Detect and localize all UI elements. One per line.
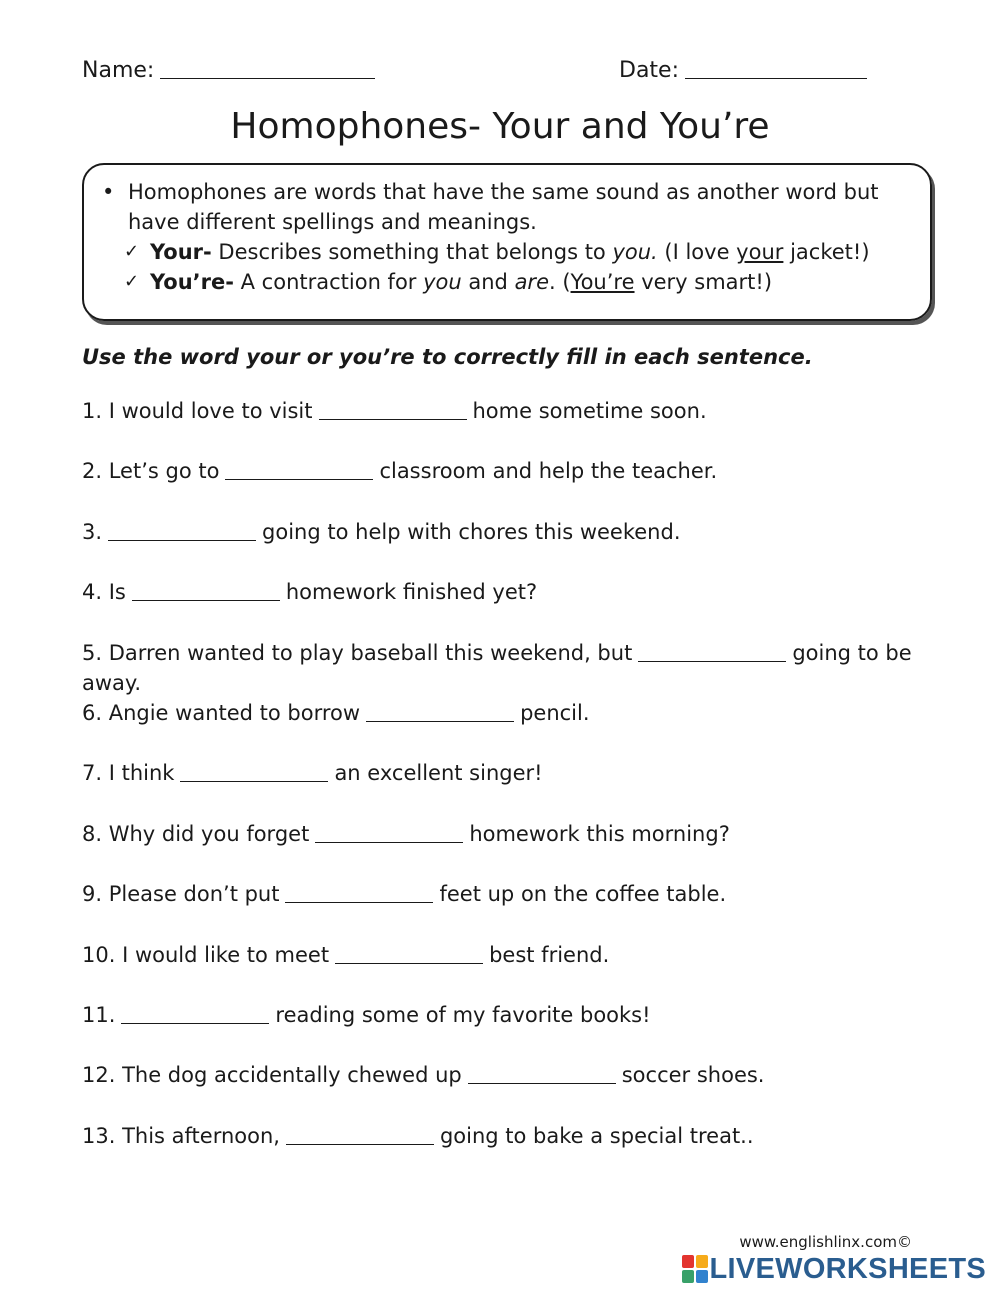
youre-def-you: you: [423, 270, 462, 294]
youre-def-and: and: [461, 270, 515, 294]
question-text-after: homework finished yet?: [285, 580, 538, 605]
name-label: Name:: [82, 58, 155, 83]
question-text-after: pencil.: [520, 701, 590, 725]
question-text-after: soccer shoes.: [621, 1063, 765, 1088]
logo-square-blue: [696, 1270, 708, 1283]
youre-example-open: . (: [549, 270, 571, 294]
question-item: [82, 940, 917, 970]
logo-square-green: [682, 1270, 694, 1283]
question-text-before: 1. I would love to visit: [82, 399, 313, 423]
question-text-after: feet up on the coffee table.: [439, 882, 727, 907]
question-text-before: 11.: [82, 1003, 116, 1027]
liveworksheets-logo-icon: [682, 1255, 708, 1283]
answer-blank[interactable]: [638, 660, 786, 662]
question-item: [82, 456, 917, 486]
question-item: [82, 1121, 917, 1151]
question-item: [82, 577, 917, 607]
youre-def-are: are: [514, 270, 549, 294]
question-text-after: classroom and help the teacher.: [379, 459, 718, 484]
question-text-after: going to be away.: [82, 640, 912, 695]
bullet-icon: •: [102, 180, 115, 204]
question-item: [82, 638, 917, 698]
question-text-before: 6. Angie wanted to borrow: [82, 701, 361, 725]
date-label: Date:: [619, 58, 679, 83]
question-text-after: going to help with chores this weekend.: [262, 519, 681, 544]
instructions-word-your: your: [246, 345, 300, 369]
your-def-text: Describes something that belongs to: [211, 240, 613, 264]
answer-blank[interactable]: [286, 1143, 434, 1145]
question-item: [82, 1000, 917, 1030]
instructions-word-youre: you’re: [339, 345, 415, 369]
definition-bullet: [102, 177, 902, 237]
your-example-open: (I love: [657, 240, 737, 264]
brand-name: LIVEWORKSHEETS: [709, 1252, 986, 1285]
instructions: [82, 345, 932, 369]
answer-blank[interactable]: [315, 841, 463, 843]
question-item: [82, 879, 917, 909]
youre-definition: [124, 267, 902, 297]
question-item: [82, 517, 917, 547]
question-text-before: 8. Why did you forget: [82, 821, 310, 846]
your-def-emphasis: you.: [612, 240, 658, 264]
brand[interactable]: [682, 1253, 987, 1285]
question-text-after: best friend.: [489, 942, 610, 967]
youre-example-word: You’re: [570, 270, 635, 294]
question-text-before: 12. The dog accidentally chewed up: [82, 1063, 462, 1088]
name-field: [82, 58, 375, 83]
instructions-text-or: or: [299, 345, 340, 369]
your-term: Your-: [150, 240, 212, 264]
question-text-before: 10. I would like to meet: [82, 942, 330, 967]
question-text-after: homework this morning?: [469, 821, 730, 846]
checkmark-icon: ✓: [124, 271, 140, 292]
youre-example-close: very smart!): [634, 270, 773, 294]
logo-square-yellow: [696, 1255, 708, 1268]
instructions-text-end: to correctly fill in each sentence.: [414, 345, 813, 369]
date-blank[interactable]: [685, 77, 867, 79]
question-item: [82, 819, 917, 849]
your-example-close: jacket!): [783, 240, 870, 264]
definition-text: Homophones are words that have the same sound as another word but have different spellings and meanings.: [128, 180, 879, 234]
question-item: [82, 698, 917, 728]
checkmark-icon: ✓: [124, 241, 140, 262]
date-field: [619, 58, 867, 83]
answer-blank[interactable]: [121, 1022, 269, 1024]
question-text-before: 2. Let’s go to: [82, 459, 220, 484]
header-row: [82, 58, 882, 90]
instructions-text-a: Use the word: [82, 345, 247, 369]
logo-square-red: [682, 1255, 694, 1268]
answer-blank[interactable]: [285, 901, 433, 903]
question-text-after: going to bake a special treat..: [439, 1123, 754, 1148]
answer-blank[interactable]: [319, 418, 467, 420]
answer-blank[interactable]: [108, 539, 256, 541]
question-text-after: reading some of my favorite books!: [275, 1003, 651, 1027]
youre-def-text: A contraction for: [233, 270, 424, 294]
answer-blank[interactable]: [335, 962, 483, 964]
question-text-before: 3.: [82, 519, 103, 544]
answer-blank[interactable]: [132, 599, 280, 601]
question-text-after: an excellent singer!: [334, 761, 543, 786]
question-text-after: home sometime soon.: [472, 399, 707, 423]
answer-blank[interactable]: [225, 478, 373, 480]
definition-box: [82, 163, 932, 321]
question-text-before: 4. Is: [82, 580, 126, 605]
your-definition: [124, 237, 902, 267]
question-item: [82, 396, 917, 426]
question-text-before: 7. I think: [82, 761, 175, 786]
question-item: [82, 758, 917, 788]
question-item: [82, 1060, 917, 1090]
answer-blank[interactable]: [366, 720, 514, 722]
page-title: Homophones- Your and You’re: [230, 106, 770, 147]
name-blank[interactable]: [160, 77, 375, 79]
youre-term: You’re-: [150, 270, 234, 294]
your-example-word: your: [736, 240, 784, 264]
question-text-before: 5. Darren wanted to play baseball this weekend, but: [82, 640, 633, 665]
answer-blank[interactable]: [180, 780, 328, 782]
question-text-before: 9. Please don’t put: [82, 882, 280, 907]
answer-blank[interactable]: [468, 1082, 616, 1084]
question-text-before: 13. This afternoon,: [82, 1123, 280, 1148]
footer-url: www.englishlinx.com©: [739, 1233, 912, 1251]
